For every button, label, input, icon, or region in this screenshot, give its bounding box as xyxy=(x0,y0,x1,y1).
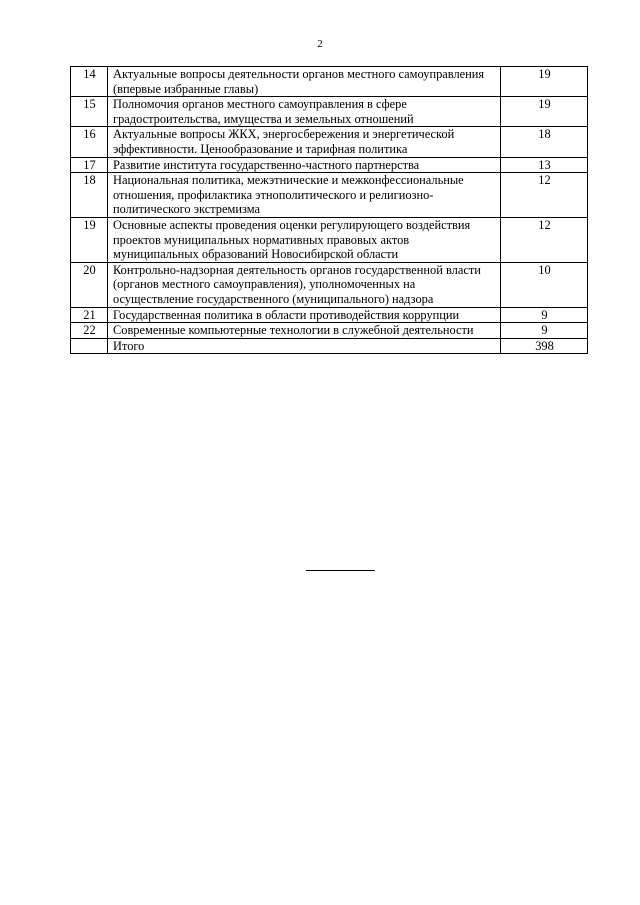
row-number: 19 xyxy=(71,217,108,262)
course-title: Актуальные вопросы ЖКХ, энергосбережения и энергетической эффективности. Ценообразование и тарифная политика xyxy=(108,127,501,157)
table-row xyxy=(71,323,588,339)
row-number: 21 xyxy=(71,307,108,323)
course-title: Основные аспекты проведения оценки регулирующего воздействия проектов муниципальных нормативных правовых актов муниципальных образований Новосибирской области xyxy=(108,217,501,262)
course-title: Современные компьютерные технологии в служебной деятельности xyxy=(108,323,501,339)
total-hours: 398 xyxy=(501,338,588,354)
course-title: Государственная политика в области противодействия коррупции xyxy=(108,307,501,323)
row-number: 20 xyxy=(71,262,108,307)
table-row xyxy=(71,127,588,157)
courses-table-body xyxy=(71,67,588,354)
course-title: Контрольно-надзорная деятельность органов государственной власти (органов местного самоуправления), уполномоченных на осуществление государственного (муниципального) надзора xyxy=(108,262,501,307)
course-hours: 9 xyxy=(501,307,588,323)
table-row xyxy=(71,307,588,323)
course-hours: 12 xyxy=(501,173,588,218)
row-number: 15 xyxy=(71,97,108,127)
course-title: Полномочия органов местного самоуправления в сфере градостроительства, имущества и земельных отношений xyxy=(108,97,501,127)
course-hours: 19 xyxy=(501,97,588,127)
course-title: Актуальные вопросы деятельности органов местного самоуправления (впервые избранные главы) xyxy=(108,67,501,97)
course-hours: 13 xyxy=(501,157,588,173)
table-row xyxy=(71,173,588,218)
closing-divider xyxy=(306,570,375,571)
course-hours: 18 xyxy=(501,127,588,157)
total-label: Итого xyxy=(108,338,501,354)
row-number: 22 xyxy=(71,323,108,339)
row-number: 16 xyxy=(71,127,108,157)
courses-table xyxy=(70,66,588,354)
row-number: 17 xyxy=(71,157,108,173)
course-hours: 10 xyxy=(501,262,588,307)
course-hours: 12 xyxy=(501,217,588,262)
table-row xyxy=(71,157,588,173)
course-title: Развитие института государственно-частного партнерства xyxy=(108,157,501,173)
table-row xyxy=(71,97,588,127)
total-row-number xyxy=(71,338,108,354)
course-title: Национальная политика, межэтнические и межконфессиональные отношения, профилактика этнополитического и религиозно-политического экстремизма xyxy=(108,173,501,218)
row-number: 14 xyxy=(71,67,108,97)
course-hours: 9 xyxy=(501,323,588,339)
row-number: 18 xyxy=(71,173,108,218)
total-row xyxy=(71,338,588,354)
table-row xyxy=(71,217,588,262)
course-hours: 19 xyxy=(501,67,588,97)
table-row xyxy=(71,67,588,97)
page-number: 2 xyxy=(317,38,323,50)
table-row xyxy=(71,262,588,307)
